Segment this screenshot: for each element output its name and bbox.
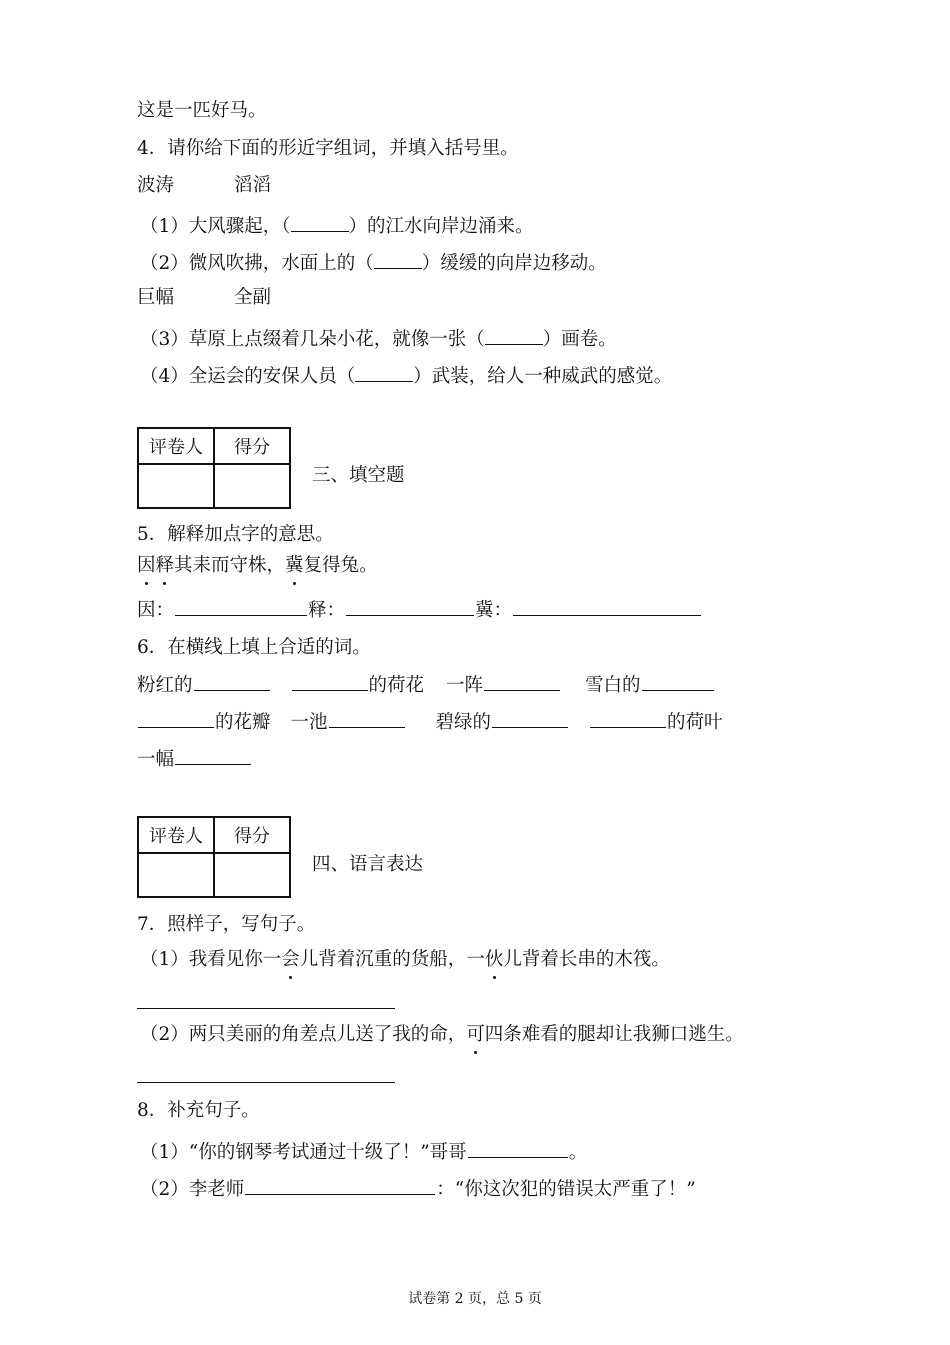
score-cell[interactable] xyxy=(214,853,290,897)
answer-blank[interactable] xyxy=(245,1193,435,1195)
dotted-phrase: 一伙儿 xyxy=(466,945,522,971)
q4-item-3: （3）草原上点缀着几朵小花，就像一张（ ）画卷。 xyxy=(140,329,617,350)
q6-row-1: 粉红的 的荷花 一阵 雪白的 xyxy=(137,675,715,697)
q4-prompt: 4．请你给下面的形近字组词，并填入括号里。 xyxy=(137,138,519,159)
answer-blank[interactable] xyxy=(484,689,560,691)
section-4-title: 四、语言表达 xyxy=(312,854,424,875)
q8-sentence-1: （1）“你的钢琴考试通过十级了！”哥哥 。 xyxy=(140,1142,588,1163)
q6-row-3: 一幅 xyxy=(137,749,252,771)
answer-blank[interactable] xyxy=(642,689,714,691)
answer-blank[interactable] xyxy=(175,614,307,616)
answer-blank[interactable] xyxy=(292,689,368,691)
score-header: 得分 xyxy=(214,817,290,853)
answer-line[interactable] xyxy=(137,1081,395,1083)
grader-header: 评卷人 xyxy=(138,428,214,464)
word-3: 巨幅 xyxy=(137,287,175,308)
q3-tail: 这是一匹好马。 xyxy=(137,100,267,121)
blank[interactable] xyxy=(374,267,422,269)
blank[interactable] xyxy=(355,380,413,382)
section-3-title: 三、填空题 xyxy=(312,465,405,486)
dotted-char: 因 xyxy=(137,555,156,576)
answer-blank[interactable] xyxy=(346,614,474,616)
answer-blank[interactable] xyxy=(590,726,666,728)
q7-sentence-1: （1）我看见你一会儿背着沉重的货船，一伙儿背着长串的木筏。 xyxy=(140,945,670,971)
dotted-char: 可 xyxy=(466,1020,485,1046)
grader-cell[interactable] xyxy=(138,464,214,508)
q7-sentence-2: （2）两只美丽的角差点儿送了我的命，可四条难看的腿却让我狮口逃生。 xyxy=(140,1020,744,1046)
answer-blank[interactable] xyxy=(138,726,214,728)
q6-prompt: 6．在横线上填上合适的词。 xyxy=(137,637,371,658)
blank[interactable] xyxy=(485,343,543,345)
grader-cell[interactable] xyxy=(138,853,214,897)
q4-word-pair-1 xyxy=(137,175,271,197)
dotted-phrase: 一会儿 xyxy=(263,945,319,971)
answer-blank[interactable] xyxy=(492,726,568,728)
q8-sentence-2: （2）李老师 ：“你这次犯的错误太严重了！” xyxy=(140,1179,696,1200)
answer-blank[interactable] xyxy=(513,614,701,616)
answer-blank[interactable] xyxy=(329,726,405,728)
q4-word-pair-2 xyxy=(137,287,271,309)
blank[interactable] xyxy=(291,230,349,232)
q4-item-1: （1）大风骤起，（ ）的江水向岸边涌来。 xyxy=(140,216,534,237)
page-footer: 试卷第 2 页，总 5 页 xyxy=(408,1291,542,1307)
q8-prompt: 8．补充句子。 xyxy=(137,1100,260,1121)
grader-header: 评卷人 xyxy=(138,817,214,853)
q6-row-2: 的花瓣 一池 碧绿的 的荷叶 xyxy=(137,712,723,734)
score-cell[interactable] xyxy=(214,464,290,508)
q4-item-2: （2）微风吹拂，水面上的（ ）缓缓的向岸边移动。 xyxy=(140,253,607,274)
answer-blank[interactable] xyxy=(468,1156,568,1158)
answer-blank[interactable] xyxy=(175,763,251,765)
answer-blank[interactable] xyxy=(194,689,270,691)
q5-sentence: 因释其耒而守株，冀复得兔。 xyxy=(137,555,378,576)
word-1: 波涛 xyxy=(137,175,175,196)
score-header: 得分 xyxy=(214,428,290,464)
score-table-4 xyxy=(137,816,291,898)
dotted-char: 冀 xyxy=(285,555,304,576)
word-2: 滔滔 xyxy=(234,175,272,196)
q7-prompt: 7．照样子，写句子。 xyxy=(137,914,316,935)
q4-item-4: （4）全运会的安保人员（ ）武装，给人一种威武的感觉。 xyxy=(140,366,673,387)
dotted-char: 释 xyxy=(155,555,175,576)
word-4: 全副 xyxy=(234,287,272,308)
answer-line[interactable] xyxy=(137,1007,395,1009)
q5-prompt: 5．解释加点字的意思。 xyxy=(137,524,334,545)
q5-answers: 因： 释： 冀： xyxy=(137,600,702,622)
score-table-3 xyxy=(137,427,291,509)
